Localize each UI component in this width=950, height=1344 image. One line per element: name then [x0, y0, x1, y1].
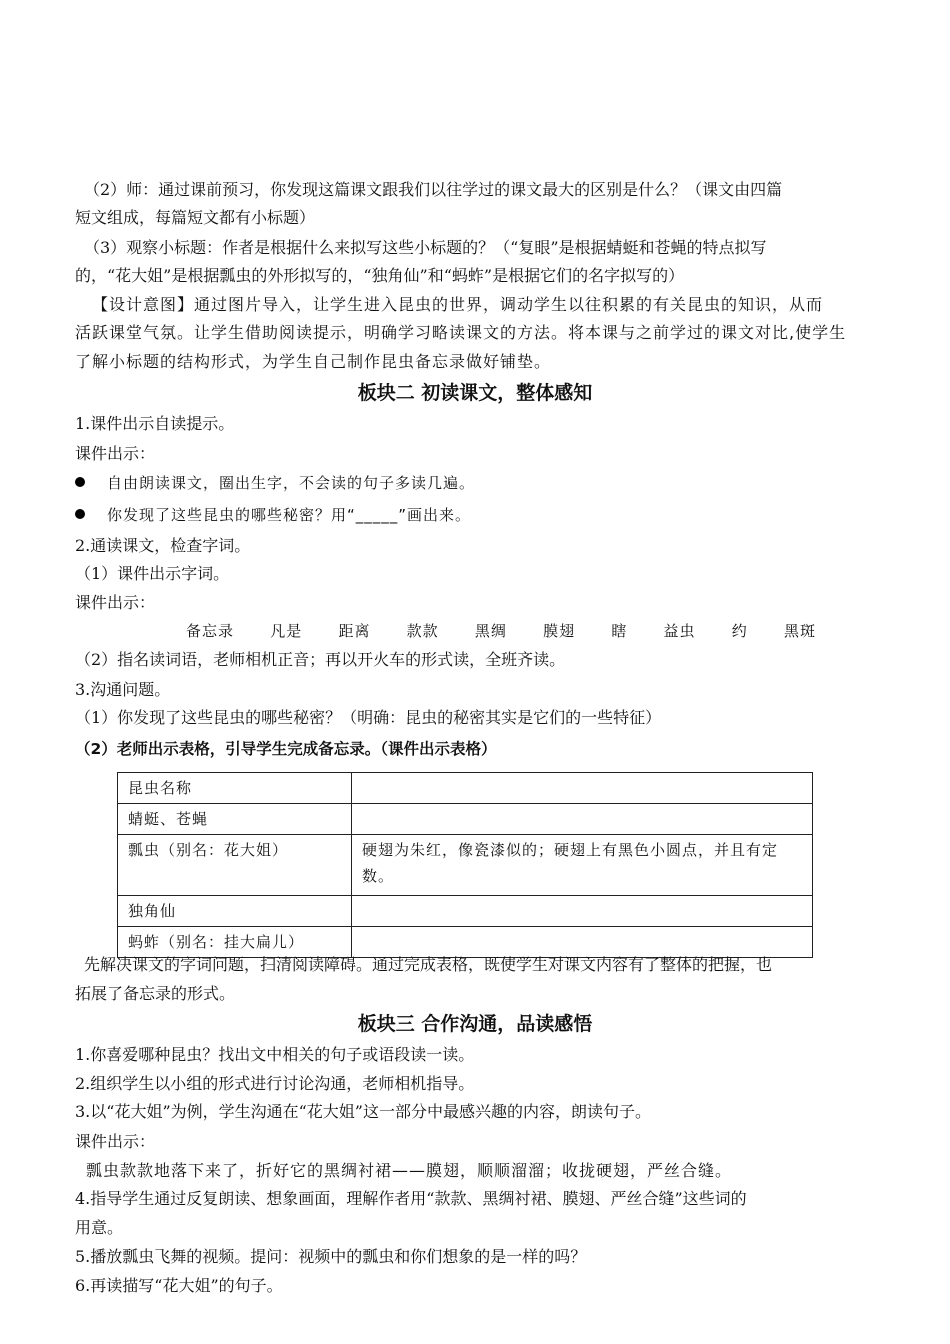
s2-sub2: （2）指名读词语，老师相机正音；再以开火车的形式读，全班齐读。 [75, 650, 566, 669]
bullet-item-1 [75, 471, 475, 495]
design-intent-line3: 了解小标题的结构形式，为学生自己制作昆虫备忘录做好铺垫。 [75, 352, 552, 371]
design-intent-line1: 【设计意图】通过图片导入，让学生进入昆虫的世界，调动学生以往积累的有关昆虫的知识，从而 [92, 295, 824, 314]
section2-heading: 板块二 初读课文，整体感知 [357, 382, 593, 404]
s2-show2: 课件出示： [75, 593, 156, 612]
s3-item6: 6.再读描写“花大姐”的句子。 [75, 1276, 283, 1295]
design-intent-line2: 活跃课堂气氛。让学生借助阅读提示，明确学习略读课文的方法。将本课与之前学过的课文对比,使学生 [75, 323, 847, 342]
table-row [118, 896, 813, 927]
s2-item3: 3.沟通问题。 [75, 680, 171, 699]
s3-item2: 2.组织学生以小组的形式进行讨论沟通，老师相机指导。 [75, 1074, 475, 1093]
paragraph-question-3-cont: 的，“花大姐”是根据瓢虫的外形拟写的，“独角仙”和“蚂蚱”是根据它们的名字拟写的） [75, 266, 685, 285]
table-cell-desc [352, 896, 813, 927]
vocab-word: 黑绸 [474, 622, 507, 640]
bullet-text-2: 你发现了这些昆虫的哪些秘密？用“_____”画出来。 [107, 506, 472, 524]
table-cell-desc [352, 773, 813, 804]
s2-sub1: （1）课件出示字词。 [75, 564, 230, 583]
table-cell-desc: 硬翅为朱红，像瓷漆似的；硬翅上有黑色小圆点，并且有定数。 [352, 835, 813, 896]
s3-quote: 瓢虫款款地落下来了，折好它的黑绸衬裙——膜翅，顺顺溜溜；收拢硬翅，严丝合缝。 [86, 1161, 733, 1180]
paragraph-question-2-cont: 短文组成，每篇短文都有小标题） [75, 208, 316, 227]
vocabulary-list [186, 619, 816, 643]
s3-show: 课件出示： [75, 1132, 156, 1151]
s3-item1: 1.你喜爱哪种昆虫？找出文中相关的句子或语段读一读。 [75, 1045, 475, 1064]
vocab-word: 膜翅 [543, 622, 576, 640]
vocab-word: 距离 [338, 622, 371, 640]
s2-note-line1: 先解决课文的字词问题，扫清阅读障碍。通过完成表格，既使学生对课文内容有了整体的把握，也 [84, 955, 773, 974]
vocab-word: 益虫 [663, 622, 696, 640]
table-cell-name: 独角仙 [118, 896, 352, 927]
s2-item1: 1.课件出示自读提示。 [75, 414, 235, 433]
table-cell-desc [352, 804, 813, 835]
bullet-item-2 [75, 503, 471, 527]
s2-sub4: （2）老师出示表格，引导学生完成备忘录。（课件出示表格） [75, 740, 497, 758]
vocab-word: 黑斑 [783, 622, 816, 640]
table-row [118, 804, 813, 835]
paragraph-question-3: （3）观察小标题：作者是根据什么来拟写这些小标题的？（“复眼”是根据蜻蜓和苍蝇的特点拟写 [84, 238, 767, 257]
table-row [118, 835, 813, 896]
vocab-word: 约 [731, 622, 748, 640]
table-row [118, 773, 813, 804]
vocab-word: 款款 [406, 622, 439, 640]
table-cell-name: 蜻蜓、苍蝇 [118, 804, 352, 835]
s3-item4-line2: 用意。 [75, 1218, 124, 1237]
s3-item5: 5.播放瓢虫飞舞的视频。提问：视频中的瓢虫和你们想象的是一样的吗？ [75, 1247, 587, 1266]
table-cell-name: 蚂蚱（别名：挂大扁儿） [118, 927, 352, 958]
table-cell-name: 昆虫名称 [118, 773, 352, 804]
s2-note-line2: 拓展了备忘录的形式。 [75, 984, 236, 1003]
s2-show1: 课件出示： [75, 444, 156, 463]
s2-sub3: （1）你发现了这些昆虫的哪些秘密？（明确：昆虫的秘密其实是它们的一些特征） [75, 708, 662, 727]
insect-memo-table [117, 772, 813, 958]
bullet-text-1: 自由朗读课文，圈出生字，不会读的句子多读几遍。 [107, 474, 476, 492]
s2-item2: 2.通读课文，检查字词。 [75, 536, 251, 555]
vocab-word: 凡是 [270, 622, 303, 640]
section3-heading: 板块三 合作沟通，品读感悟 [357, 1013, 593, 1035]
bullet-dot-icon [75, 509, 85, 519]
vocab-word: 备忘录 [186, 622, 235, 640]
table-cell-name: 瓢虫（别名：花大姐） [118, 835, 352, 896]
vocab-word: 瞎 [611, 622, 628, 640]
bullet-dot-icon [75, 477, 85, 487]
paragraph-question-2: （2）师：通过课前预习，你发现这篇课文跟我们以往学过的课文最大的区别是什么？（课文由四篇 [84, 180, 783, 199]
s3-item4-line1: 4.指导学生通过反复朗读、想象画面，理解作者用“款款、黑绸衬裙、膜翅、严丝合缝”这些词的 [75, 1189, 747, 1208]
s3-item3: 3.以“花大姐”为例，学生沟通在“花大姐”这一部分中最感兴趣的内容，朗读句子。 [75, 1102, 651, 1121]
